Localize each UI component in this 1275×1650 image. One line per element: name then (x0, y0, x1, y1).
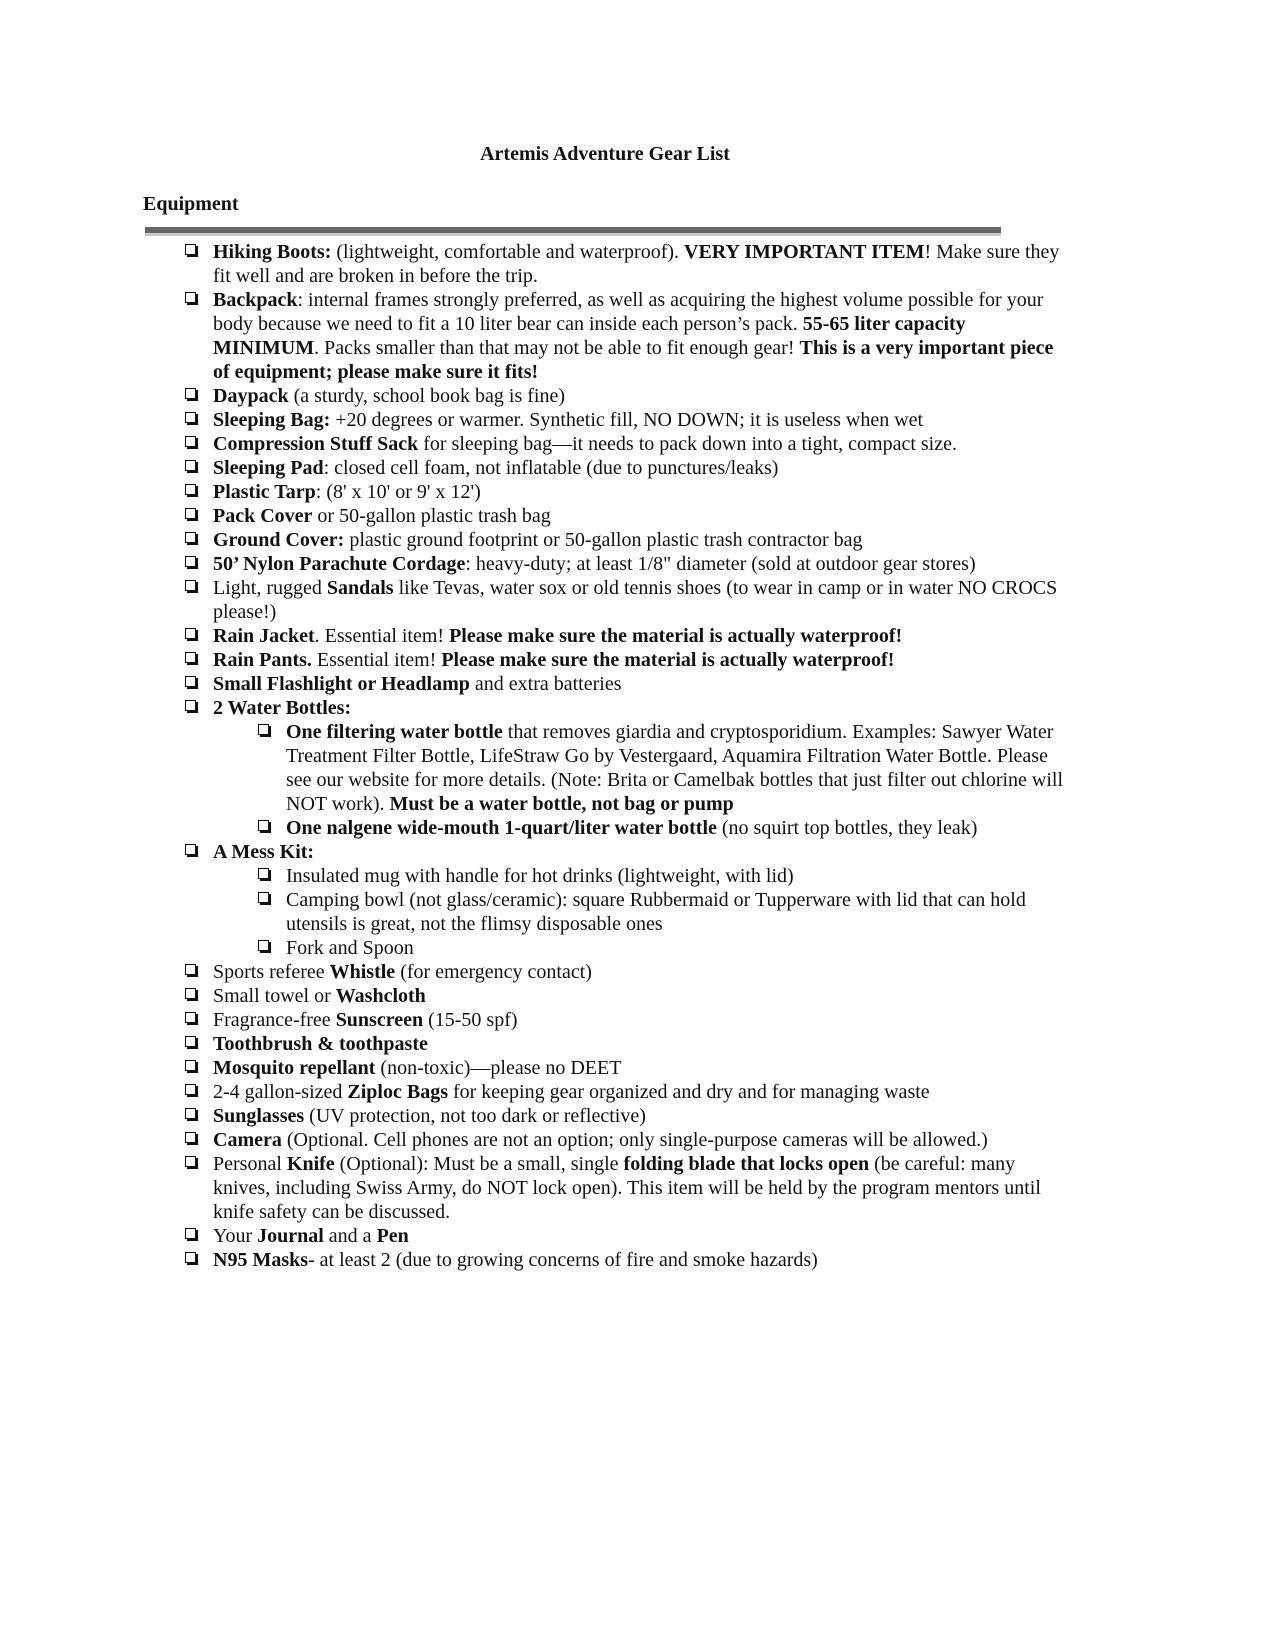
document-title: Artemis Adventure Gear List (480, 143, 730, 165)
item-text: (Optional): Must be a small, single (334, 1153, 624, 1175)
item-text: Fork and Spoon (286, 937, 414, 959)
item-text: : closed cell foam, not inflatable (due to punctures/leaks) (323, 457, 779, 479)
checkbox-icon[interactable] (185, 1060, 196, 1071)
item-text: (non-toxic)—please no DEET (375, 1057, 622, 1079)
checklist-item (185, 1152, 1070, 1224)
item-text: Light, rugged (213, 577, 327, 599)
item-bold-text: Daypack (213, 385, 289, 407)
checkbox-icon[interactable] (185, 964, 196, 975)
item-bold-text: Plastic Tarp (213, 481, 316, 503)
checklist-item (185, 624, 1070, 648)
section-heading: Equipment (143, 193, 239, 215)
checkbox-icon[interactable] (185, 436, 196, 447)
item-bold-text: A Mess Kit: (213, 841, 315, 863)
item-bold-text: Small Flashlight or Headlamp (213, 673, 470, 695)
checkbox-icon[interactable] (258, 940, 269, 951)
checkbox-icon[interactable] (185, 292, 196, 303)
item-bold-text: 55-65 liter capacity MINIMUM (213, 313, 966, 359)
item-text: ! Make sure they fit well and are broken in before the trip. (213, 241, 1060, 287)
item-bold-text: 50’ Nylon Parachute Cordage (213, 553, 466, 575)
checkbox-icon[interactable] (185, 1012, 196, 1023)
checklist-item (185, 960, 1070, 984)
item-bold-text: Journal (257, 1225, 324, 1247)
item-bold-text: Ziploc Bags (347, 1081, 448, 1103)
checklist-item (185, 648, 1070, 672)
item-text: +20 degrees or warmer. Synthetic fill, NO DOWN; it is useless when wet (330, 409, 924, 431)
checklist-item (185, 384, 1070, 408)
checklist-item (185, 984, 1070, 1008)
item-bold-text: Hiking Boots: (213, 241, 332, 263)
item-text: like Tevas, water sox or old tennis shoes (to wear in camp or in water NO CROCS please!) (213, 577, 1058, 623)
item-bold-text: Must be a water bottle, not bag or pump (389, 793, 734, 815)
checklist-item (185, 1104, 1070, 1128)
checklist-item (258, 720, 1070, 816)
sub-checklist (213, 864, 1070, 960)
checkbox-icon[interactable] (185, 652, 196, 663)
item-text: (lightweight, comfortable and waterproof). (331, 241, 685, 263)
checklist-item (185, 1224, 1070, 1248)
checkbox-icon[interactable] (185, 1156, 196, 1167)
item-bold-text: Pack Cover (213, 505, 313, 527)
checkbox-icon[interactable] (258, 820, 269, 831)
item-text: plastic ground footprint or 50-gallon plastic trash contractor bag (344, 529, 863, 551)
checkbox-icon[interactable] (185, 508, 196, 519)
item-bold-text: Mosquito repellant (213, 1057, 376, 1079)
checkbox-icon[interactable] (185, 460, 196, 471)
item-text: : heavy-duty; at least 1/8" diameter (sold at outdoor gear stores) (465, 553, 976, 575)
item-text: Your (213, 1225, 258, 1247)
checklist-item (185, 696, 1070, 840)
checkbox-icon[interactable] (185, 1228, 196, 1239)
item-text: (a sturdy, school book bag is fine) (288, 385, 566, 407)
item-bold-text: This is a very important piece of equipment; please make sure it fits! (213, 337, 1054, 383)
item-text: (be careful: many knives, including Swiss Army, do NOT lock open). This item will be held by the program mentors until knife safety can be discussed. (213, 1153, 1041, 1223)
checkbox-icon[interactable] (185, 484, 196, 495)
checkbox-icon[interactable] (185, 580, 196, 591)
checkbox-icon[interactable] (185, 532, 196, 543)
item-text: and a (323, 1225, 377, 1247)
checkbox-icon[interactable] (185, 1132, 196, 1143)
item-bold-text: One nalgene wide-mouth 1-quart/liter water bottle (286, 817, 717, 839)
checkbox-icon[interactable] (185, 412, 196, 423)
item-bold-text: Sunglasses (213, 1105, 305, 1127)
item-bold-text: 2 Water Bottles: (213, 697, 352, 719)
item-bold-text: Knife (286, 1153, 335, 1175)
item-bold-text: Pen (376, 1225, 409, 1247)
checkbox-icon[interactable] (185, 1036, 196, 1047)
item-bold-text: Compression Stuff Sack (213, 433, 419, 455)
checkbox-icon[interactable] (185, 1108, 196, 1119)
item-text: Sports referee (213, 961, 330, 983)
checklist-item (185, 504, 1070, 528)
item-bold-text: Sleeping Pad (213, 457, 324, 479)
item-text: (for emergency contact) (395, 961, 592, 983)
checkbox-icon[interactable] (185, 1084, 196, 1095)
item-bold-text: Ground Cover: (213, 529, 345, 551)
item-text: for sleeping bag—it needs to pack down into a tight, compact size. (418, 433, 957, 455)
checklist-item (185, 1128, 1070, 1152)
item-text: Personal (213, 1153, 287, 1175)
checkbox-icon[interactable] (185, 556, 196, 567)
item-bold-text: Backpack (213, 289, 298, 311)
checkbox-icon[interactable] (258, 892, 269, 903)
section-divider (145, 227, 1001, 236)
item-bold-text: Sandals (326, 577, 394, 599)
checklist-item (185, 576, 1070, 624)
checklist-item (185, 1248, 1070, 1272)
checklist-item (185, 1056, 1070, 1080)
checklist-item (185, 432, 1070, 456)
item-bold-text: folding blade that locks open (623, 1153, 870, 1175)
item-bold-text: Toothbrush & toothpaste (213, 1033, 428, 1055)
item-text: Insulated mug with handle for hot drinks (lightweight, with lid) (286, 865, 794, 887)
item-text: (Optional. Cell phones are not an option; only single-purpose cameras will be allowed.) (281, 1129, 988, 1151)
item-text: or 50-gallon plastic trash bag (312, 505, 551, 527)
item-text: (15-50 spf) (423, 1009, 518, 1031)
sub-checklist (213, 720, 1070, 840)
checkbox-icon[interactable] (185, 1252, 196, 1263)
checkbox-icon[interactable] (185, 700, 196, 711)
item-text: : internal frames strongly preferred, as well as acquiring the highest volume possible for your body because we need to fit a 10 liter bear can inside each person’s pack. (213, 289, 1044, 335)
checklist-item (185, 672, 1070, 696)
item-text: . Packs smaller than that may not be able to fit enough gear! (314, 337, 800, 359)
item-text: for keeping gear organized and dry and for managing waste (447, 1081, 930, 1103)
item-text: . Essential item! (314, 625, 450, 647)
item-bold-text: Please make sure the material is actually waterproof! (441, 649, 895, 671)
item-bold-text: Sunscreen (335, 1009, 424, 1031)
item-text: - at least 2 (due to growing concerns of fire and smoke hazards) (308, 1249, 818, 1271)
item-text: Camping bowl (not glass/ceramic): square Rubbermaid or Tupperware with lid that can hold utensils is great, not the flimsy disposable ones (286, 889, 1026, 935)
item-bold-text: Please make sure the material is actually waterproof! (449, 625, 903, 647)
checkbox-icon[interactable] (185, 388, 196, 399)
checklist-item (185, 480, 1070, 504)
checkbox-icon[interactable] (185, 628, 196, 639)
item-text: Small towel or (213, 985, 336, 1007)
checklist-item (185, 1032, 1070, 1056)
item-bold-text: Sleeping Bag: (213, 409, 331, 431)
item-text: 2-4 gallon-sized (213, 1081, 348, 1103)
item-text: : (8' x 10' or 9' x 12') (315, 481, 481, 503)
checklist-item (185, 1080, 1070, 1104)
item-text: Essential item! (311, 649, 442, 671)
item-bold-text: Whistle (329, 961, 396, 983)
checklist-item (185, 240, 1070, 288)
item-text: and extra batteries (469, 673, 622, 695)
item-bold-text: One filtering water bottle (286, 721, 503, 743)
checklist-item (258, 936, 1070, 960)
item-bold-text: Rain Jacket (213, 625, 315, 647)
item-bold-text: N95 Masks (213, 1249, 309, 1271)
checklist-item (258, 888, 1070, 936)
checklist-item (185, 840, 1070, 960)
checklist-item (185, 528, 1070, 552)
item-text: Fragrance-free (213, 1009, 336, 1031)
item-bold-text: Camera (213, 1129, 282, 1151)
item-text: (no squirt top bottles, they leak) (716, 817, 978, 839)
checkbox-icon[interactable] (185, 988, 196, 999)
checkbox-icon[interactable] (185, 844, 196, 855)
item-bold-text: VERY IMPORTANT ITEM (684, 241, 925, 263)
checklist-item (185, 1008, 1070, 1032)
checkbox-icon[interactable] (258, 724, 269, 735)
checklist-item (185, 552, 1070, 576)
item-text: that removes giardia and cryptosporidium. Examples: Sawyer Water Treatment Filter Bottle, LifeStraw Go by Vestergaard, Aquamira Filtration Water Bottle. Please see our website for more details. (Note: Brita or Camelbak bottles that just filter out chlorine will NOT work). (286, 721, 1064, 815)
item-text: (UV protection, not too dark or reflective) (304, 1105, 646, 1127)
gear-checklist (185, 240, 1070, 1272)
checkbox-icon[interactable] (185, 244, 196, 255)
checklist-item (185, 408, 1070, 432)
checkbox-icon[interactable] (258, 868, 269, 879)
checkbox-icon[interactable] (185, 676, 196, 687)
checklist-item (185, 456, 1070, 480)
item-bold-text: Washcloth (335, 985, 426, 1007)
item-bold-text: Rain Pants. (213, 649, 312, 671)
checklist-item (258, 864, 1070, 888)
checklist-item (258, 816, 1070, 840)
checklist-item (185, 288, 1070, 384)
